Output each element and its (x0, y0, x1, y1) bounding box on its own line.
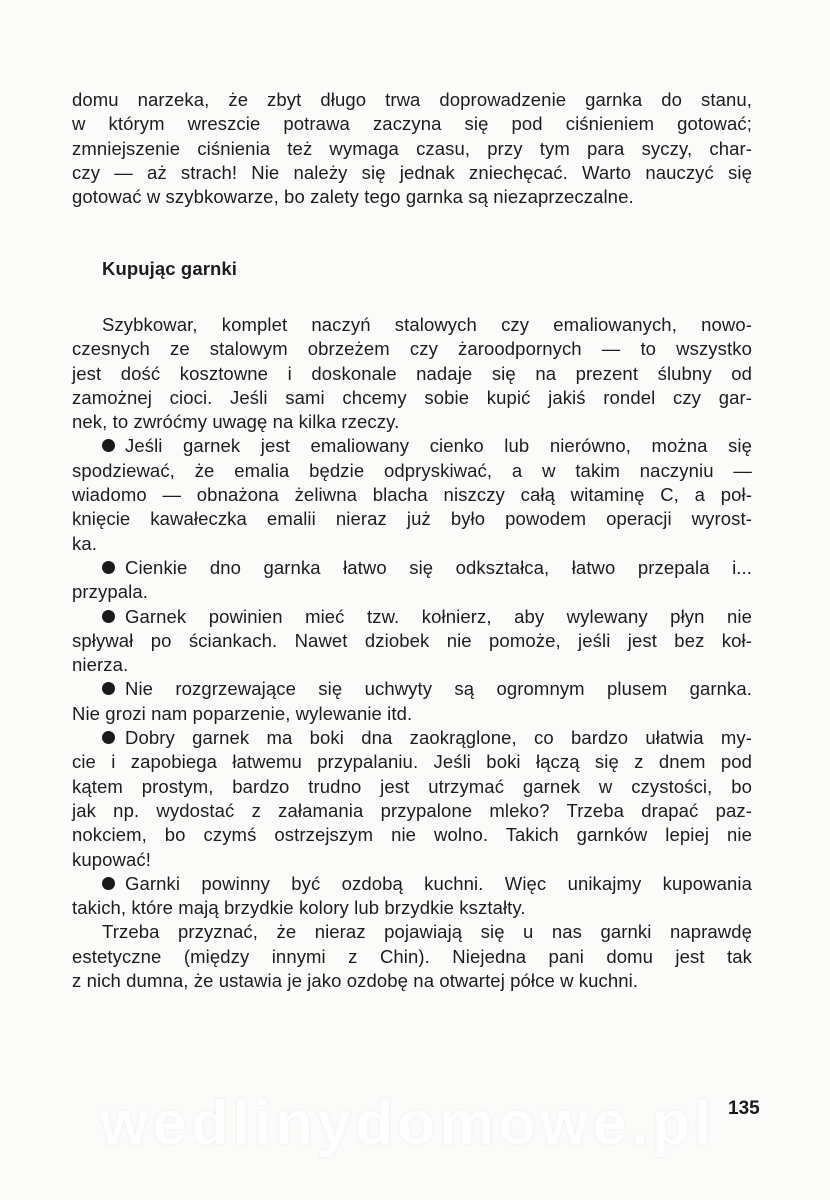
bullet-paragraph (72, 872, 752, 921)
text-line: spodziewać, że emalia będzie odpryskiwać, a w takim naczyniu — (72, 459, 752, 481)
text-line: cie i zapobiega łatwemu przypalaniu. Jeśli boki łączą się z dnem pod (72, 751, 752, 773)
intro-paragraph (72, 88, 752, 209)
text-line: takich, które mają brzydkie kolory lub brzydkie kształty. (72, 897, 526, 919)
text-line: gotować w szybkowarze, bo zalety tego garnka są niezaprzeczalne. (72, 186, 634, 208)
text-line: nierza. (72, 654, 129, 676)
text-line: w którym wreszcie potrawa zaczyna się pod ciśnieniem gotować; (72, 113, 752, 135)
text-line: zmniejszenie ciśnienia też wymaga czasu, przy tym para syczy, char- (72, 137, 752, 159)
bullet-icon (102, 731, 115, 744)
text-line: czy — aż strach! Nie należy się jednak zniechęcać. Warto nauczyć się (72, 161, 752, 183)
bullet-icon (102, 682, 115, 695)
text-line: spływał po ściankach. Nawet dziobek nie pomoże, jeśli jest bez koł- (72, 629, 752, 651)
paragraph (72, 313, 752, 434)
bullet-paragraph (72, 556, 752, 605)
text-line: Nie grozi nam poparzenie, wylewanie itd. (72, 702, 413, 724)
text-line: knięcie kawałeczka emalii nieraz już było powodem operacji wyrost- (72, 508, 752, 530)
line-text: Garnek powinien mieć tzw. kołnierz, aby wylewany płyn nie (125, 605, 752, 627)
bullet-paragraph (72, 605, 752, 678)
section-heading: Kupując garnki (102, 258, 238, 279)
text-line (72, 726, 752, 750)
text-line (72, 556, 752, 580)
text-line (72, 434, 752, 458)
watermark-text: wedlinydomowe.pl (100, 1089, 716, 1158)
text-line: domu narzeka, że zbyt długo trwa doprowadzenie garnka do stanu, (72, 89, 752, 110)
bullet-icon (102, 439, 115, 452)
text-line (72, 872, 752, 896)
text-line (72, 677, 752, 701)
bullet-paragraph (72, 434, 752, 555)
text-line: zamożnej cioci. Jeśli sami chcemy sobie kupić jakiś rondel czy gar- (72, 386, 752, 408)
bullet-icon (102, 561, 115, 574)
text-line: Trzeba przyznać, że nieraz pojawiają się u nas garnki naprawdę (102, 921, 752, 943)
text-line: przypala. (72, 581, 148, 603)
text-line: czesnych ze stalowym obrzeżem czy żaroodpornych — to wszystko (72, 338, 752, 360)
line-text: Dobry garnek ma boki dna zaokrąglone, co bardzo ułatwia my- (125, 727, 752, 749)
bullet-icon (102, 877, 115, 890)
line-text: Garnki powinny być ozdobą kuchni. Więc unikajmy kupowania (125, 872, 752, 894)
text-line: kątem prostym, bardzo trudno jest utrzymać garnek w czystości, bo (72, 775, 752, 797)
text-line: wiadomo — obnażona żeliwna blacha niszczy całą witaminę C, a poł- (72, 484, 752, 506)
bullet-paragraph (72, 677, 752, 726)
line-text: Jeśli garnek jest emaliowany cienko lub nierówno, można się (125, 435, 752, 457)
page-number: 135 (728, 1098, 760, 1119)
line-text: Nie rozgrzewające się uchwyty są ogromnym plusem garnka. (125, 678, 752, 700)
bullet-icon (102, 610, 115, 623)
paragraph (72, 920, 752, 993)
text-line: jest dość kosztowne i doskonale nadaje się na prezent ślubny od (72, 362, 752, 384)
bullet-paragraph (72, 726, 752, 872)
text-line: jak np. wydostać z załamania przypalone mleko? Trzeba drapać paz- (72, 799, 752, 821)
text-line: ka. (72, 532, 97, 554)
text-line: nek, to zwróćmy uwagę na kilka rzeczy. (72, 411, 400, 433)
text-line: nokciem, bo czymś ostrzejszym nie wolno. Takich garnków lepiej nie (72, 824, 752, 846)
text-line: estetyczne (między innymi z Chin). Niejedna pani domu jest tak (72, 945, 752, 967)
line-text: Cienkie dno garnka łatwo się odkształca, łatwo przepala i... (125, 556, 752, 578)
text-line: Szybkowar, komplet naczyń stalowych czy emaliowanych, nowo- (102, 314, 752, 335)
section-body (72, 313, 752, 993)
text-line (72, 605, 752, 629)
text-line: kupować! (72, 848, 151, 870)
text-line: z nich dumna, że ustawia je jako ozdobę na otwartej półce w kuchni. (72, 970, 639, 992)
